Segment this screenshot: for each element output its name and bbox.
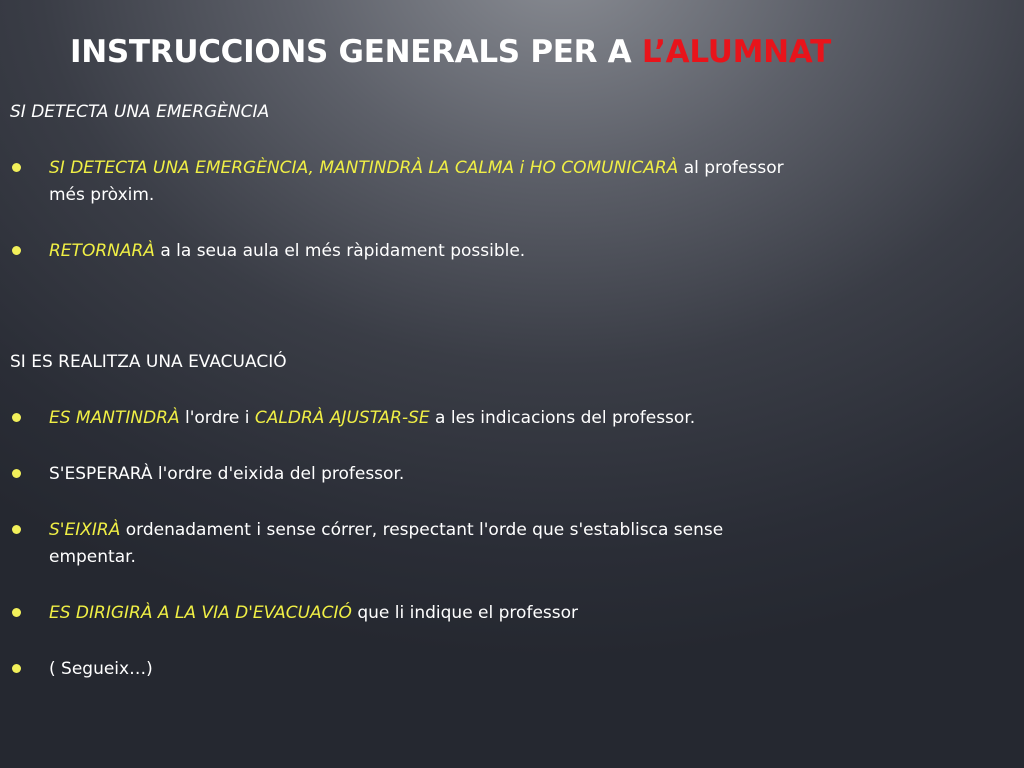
slide-title — [70, 34, 831, 70]
bullet-plain: a la seua aula el més ràpidament possible. — [154, 241, 526, 261]
bullet-plain: a les indicacions del professor. — [429, 408, 696, 428]
title-main: INSTRUCCIONS GENERALS PER A — [70, 34, 642, 70]
bullet-text — [49, 238, 802, 265]
bullet-dot-icon — [12, 608, 21, 617]
bullet-emphasis: S'EIXIRÀ — [49, 520, 121, 540]
bullet-text — [49, 600, 802, 627]
bullet-plain: l'ordre i — [179, 408, 255, 428]
bullet-plain: al professor més pròxim. — [49, 158, 784, 205]
list-item — [12, 600, 802, 627]
bullet-dot-icon — [12, 413, 21, 422]
bullet-dot-icon — [12, 246, 21, 255]
bullet-emphasis: SI DETECTA UNA EMERGÈNCIA, MANTINDRÀ LA CALMA i HO COMUNICARÀ — [49, 158, 679, 178]
bullet-plain: que li indique el professor — [351, 603, 579, 623]
list-item — [12, 461, 802, 488]
bullet-emphasis: ES DIRIGIRÀ A LA VIA D'EVACUACIÓ — [49, 603, 352, 623]
bullet-plain: S'ESPERARÀ l'ordre d'eixida del professor. — [49, 464, 405, 484]
bullet-dot-icon — [12, 163, 21, 172]
bullet-text — [49, 461, 802, 488]
bullet-text — [49, 155, 802, 209]
bullet-dot-icon — [12, 525, 21, 534]
bullet-dot-icon — [12, 664, 21, 673]
bullet-emphasis: RETORNARÀ — [49, 241, 155, 261]
section-heading-evacuation: SI ES REALITZA UNA EVACUACIÓ — [10, 352, 287, 372]
list-item — [12, 517, 802, 571]
bullet-text — [49, 656, 802, 683]
section-heading-emergency: SI DETECTA UNA EMERGÈNCIA — [10, 102, 270, 122]
title-accent: L’ALUMNAT — [641, 34, 831, 70]
bullet-plain: ( Segueix…) — [49, 659, 153, 679]
bullet-emphasis: CALDRÀ AJUSTAR-SE — [254, 408, 430, 428]
bullet-dot-icon — [12, 469, 21, 478]
bullet-emphasis: ES MANTINDRÀ — [49, 408, 180, 428]
list-item — [12, 238, 802, 265]
list-item — [12, 155, 802, 209]
bullet-plain: ordenadament i sense córrer, respectant l'orde que s'establisca sense empentar. — [49, 520, 724, 567]
list-item — [12, 405, 802, 432]
bullet-text — [49, 517, 802, 571]
bullet-text — [49, 405, 802, 432]
list-item — [12, 656, 802, 683]
